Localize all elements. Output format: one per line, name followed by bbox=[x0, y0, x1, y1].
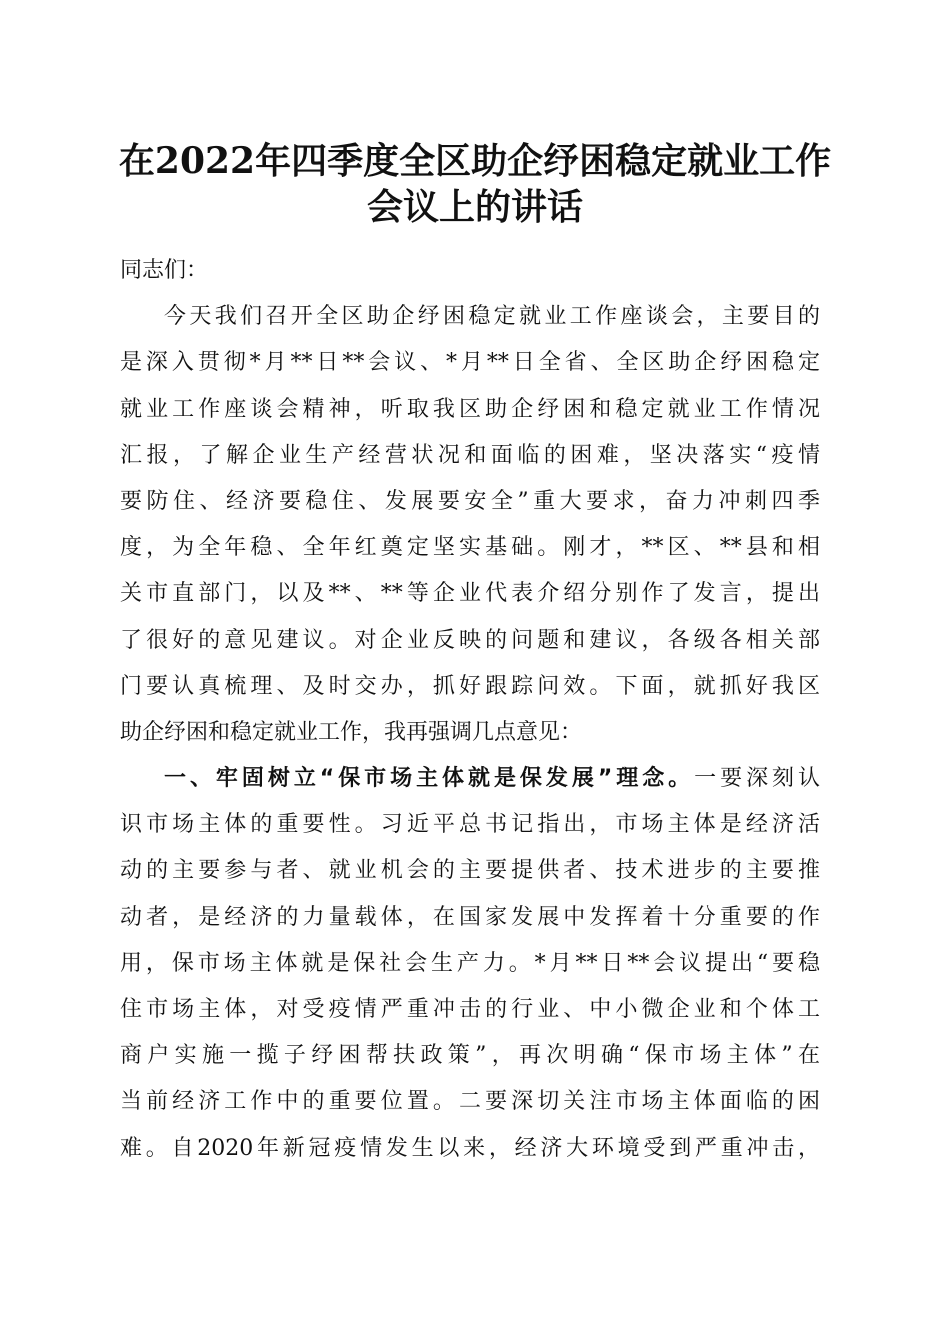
section-1-line: 用，保市场主体就是保社会生产力。*月**日**会议提出“要稳 bbox=[120, 950, 820, 976]
section-1-line: 当前经济工作中的重要位置。二要深切关注市场主体面临的困 bbox=[120, 1089, 820, 1115]
section-1-first-line bbox=[120, 756, 820, 802]
paragraph-1-line: 了很好的意见建议。对企业反映的问题和建议，各级各相关部 bbox=[120, 627, 820, 653]
document-title bbox=[100, 138, 850, 230]
paragraph-1-line: 就业工作座谈会精神，听取我区助企纾困和稳定就业工作情况 bbox=[120, 396, 820, 422]
greeting: 同志们： bbox=[120, 258, 209, 283]
section-1-line: 住市场主体，对受疫情严重冲击的行业、中小微企业和个体工 bbox=[120, 997, 820, 1022]
paragraph-1-line: 关市直部门，以及**、**等企业代表介绍分别作了发言，提出 bbox=[120, 581, 820, 607]
section-1-first-line-rest: 一要深刻认 bbox=[694, 766, 820, 792]
section-1 bbox=[120, 756, 820, 1172]
paragraph-1-line: 要防住、经济要稳住、发展要安全”重大要求，奋力冲刺四季 bbox=[120, 488, 820, 514]
paragraph-1-line: 度，为全年稳、全年红奠定坚实基础。刚才，**区、**县和相 bbox=[120, 535, 820, 561]
section-1-line: 识市场主体的重要性。习近平总书记指出，市场主体是经济活 bbox=[120, 812, 820, 838]
document-body bbox=[120, 248, 820, 1172]
paragraph-1-line: 今天我们召开全区助企纾困稳定就业工作座谈会，主要目的 bbox=[164, 304, 820, 330]
paragraph-1 bbox=[120, 294, 820, 756]
section-1-line: 商户实施一揽子纾困帮扶政策”，再次明确“保市场主体”在 bbox=[120, 1043, 820, 1069]
paragraph-1-line: 汇报，了解企业生产经营状况和面临的困难，坚决落实“疫情 bbox=[120, 442, 820, 468]
section-1-line: 难。自2020年新冠疫情发生以来，经济大环境受到严重冲击， bbox=[120, 1135, 820, 1161]
paragraph-1-line: 门要认真梳理、及时交办，抓好跟踪问效。下面，就抓好我区 bbox=[120, 673, 820, 699]
title-line-1: 在2022年四季度全区助企纾困稳定就业工作 bbox=[118, 140, 832, 182]
section-1-line: 动者，是经济的力量载体，在国家发展中发挥着十分重要的作 bbox=[120, 904, 820, 930]
section-1-heading: 一、牢固树立“保市场主体就是保发展”理念。 bbox=[164, 766, 695, 792]
title-line-2: 会议上的讲话 bbox=[366, 186, 583, 228]
paragraph-1-line: 是深入贯彻*月**日**会议、*月**日全省、全区助企纾困稳定 bbox=[120, 350, 820, 376]
section-1-line: 动的主要参与者、就业机会的主要提供者、技术进步的主要推 bbox=[120, 858, 820, 884]
paragraph-1-line: 助企纾困和稳定就业工作，我再强调几点意见： bbox=[120, 719, 583, 745]
